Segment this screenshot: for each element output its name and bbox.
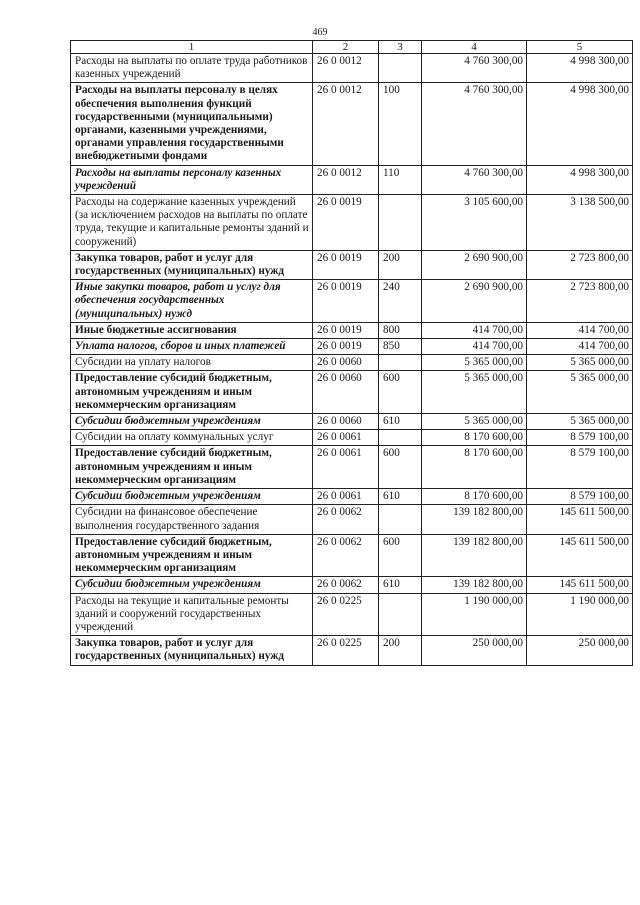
row-target-code: 26 0 0019 <box>313 250 379 279</box>
row-amount-year-2: 145 611 500,00 <box>527 577 633 593</box>
row-description: Расходы на текущие и капитальные ремонты зданий и сооружений государственных учреждений <box>71 593 313 636</box>
column-header-4: 4 <box>422 41 527 54</box>
row-amount-year-1: 139 182 800,00 <box>422 534 527 577</box>
row-expense-type <box>379 355 422 371</box>
column-header-1: 1 <box>71 41 313 54</box>
row-amount-year-1: 4 760 300,00 <box>422 83 527 165</box>
table-row <box>71 489 633 505</box>
row-expense-type: 800 <box>379 322 422 338</box>
row-expense-type <box>379 54 422 83</box>
row-amount-year-2: 8 579 100,00 <box>527 430 633 446</box>
row-expense-type: 600 <box>379 371 422 414</box>
row-amount-year-1: 2 690 900,00 <box>422 250 527 279</box>
row-amount-year-2: 2 723 800,00 <box>527 250 633 279</box>
row-amount-year-2: 145 611 500,00 <box>527 534 633 577</box>
row-amount-year-1: 2 690 900,00 <box>422 280 527 323</box>
row-amount-year-2: 5 365 000,00 <box>527 414 633 430</box>
row-description: Субсидии на финансовое обеспечение выполнения государственного задания <box>71 505 313 534</box>
table-row <box>71 355 633 371</box>
table-row <box>71 165 633 194</box>
row-description: Уплата налогов, сборов и иных платежей <box>71 339 313 355</box>
row-target-code: 26 0 0062 <box>313 534 379 577</box>
row-description: Закупка товаров, работ и услуг для государственных (муниципальных) нужд <box>71 636 313 665</box>
row-description: Предоставление субсидий бюджетным, автономным учреждениям и иным некоммерческим организациям <box>71 534 313 577</box>
row-target-code: 26 0 0225 <box>313 593 379 636</box>
row-target-code: 26 0 0019 <box>313 195 379 251</box>
table-row <box>71 83 633 165</box>
column-header-5: 5 <box>527 41 633 54</box>
row-expense-type <box>379 593 422 636</box>
row-description: Субсидии бюджетным учреждениям <box>71 489 313 505</box>
row-expense-type: 200 <box>379 250 422 279</box>
table-row <box>71 534 633 577</box>
row-amount-year-1: 5 365 000,00 <box>422 355 527 371</box>
table-row <box>71 577 633 593</box>
row-target-code: 26 0 0012 <box>313 83 379 165</box>
row-expense-type: 610 <box>379 577 422 593</box>
row-amount-year-1: 3 105 600,00 <box>422 195 527 251</box>
table-row <box>71 250 633 279</box>
row-description: Иные бюджетные ассигнования <box>71 322 313 338</box>
row-description: Предоставление субсидий бюджетным, автономным учреждениям и иным некоммерческим организациям <box>71 446 313 489</box>
row-amount-year-2: 8 579 100,00 <box>527 489 633 505</box>
row-amount-year-2: 414 700,00 <box>527 339 633 355</box>
row-target-code: 26 0 0060 <box>313 371 379 414</box>
table-row <box>71 430 633 446</box>
row-amount-year-1: 4 760 300,00 <box>422 54 527 83</box>
row-amount-year-2: 8 579 100,00 <box>527 446 633 489</box>
row-expense-type: 100 <box>379 83 422 165</box>
row-target-code: 26 0 0061 <box>313 430 379 446</box>
row-target-code: 26 0 0062 <box>313 577 379 593</box>
row-description: Расходы на выплаты персоналу в целях обеспечения выполнения функций государственными (муниципальными) органами, казенными учреждениями, органами управления государственными внебюджетными фондами <box>71 83 313 165</box>
row-expense-type: 600 <box>379 534 422 577</box>
table-row <box>71 593 633 636</box>
row-amount-year-2: 4 998 300,00 <box>527 165 633 194</box>
row-expense-type: 610 <box>379 489 422 505</box>
table-row <box>71 280 633 323</box>
row-amount-year-1: 414 700,00 <box>422 322 527 338</box>
row-target-code: 26 0 0062 <box>313 505 379 534</box>
row-amount-year-2: 145 611 500,00 <box>527 505 633 534</box>
budget-table <box>70 40 633 666</box>
row-description: Расходы на выплаты персоналу казенных учреждений <box>71 165 313 194</box>
row-amount-year-2: 4 998 300,00 <box>527 54 633 83</box>
row-amount-year-2: 4 998 300,00 <box>527 83 633 165</box>
row-target-code: 26 0 0225 <box>313 636 379 665</box>
table-row <box>71 636 633 665</box>
table-header-row <box>71 41 633 54</box>
row-expense-type: 610 <box>379 414 422 430</box>
row-amount-year-1: 139 182 800,00 <box>422 505 527 534</box>
column-header-3: 3 <box>379 41 422 54</box>
table-row <box>71 505 633 534</box>
row-amount-year-2: 1 190 000,00 <box>527 593 633 636</box>
row-description: Закупка товаров, работ и услуг для государственных (муниципальных) нужд <box>71 250 313 279</box>
row-amount-year-1: 5 365 000,00 <box>422 371 527 414</box>
row-description: Субсидии на оплату коммунальных услуг <box>71 430 313 446</box>
row-amount-year-1: 1 190 000,00 <box>422 593 527 636</box>
row-description: Расходы на выплаты по оплате труда работников казенных учреждений <box>71 54 313 83</box>
row-description: Субсидии бюджетным учреждениям <box>71 577 313 593</box>
row-amount-year-1: 5 365 000,00 <box>422 414 527 430</box>
row-expense-type <box>379 505 422 534</box>
row-description: Иные закупки товаров, работ и услуг для обеспечения государственных (муниципальных) нужд <box>71 280 313 323</box>
row-amount-year-2: 250 000,00 <box>527 636 633 665</box>
table-row <box>71 371 633 414</box>
row-amount-year-2: 5 365 000,00 <box>527 371 633 414</box>
row-description: Субсидии бюджетным учреждениям <box>71 414 313 430</box>
row-amount-year-2: 414 700,00 <box>527 322 633 338</box>
row-target-code: 26 0 0061 <box>313 489 379 505</box>
row-expense-type: 240 <box>379 280 422 323</box>
row-expense-type: 600 <box>379 446 422 489</box>
row-amount-year-1: 414 700,00 <box>422 339 527 355</box>
column-header-2: 2 <box>313 41 379 54</box>
row-target-code: 26 0 0061 <box>313 446 379 489</box>
row-amount-year-1: 250 000,00 <box>422 636 527 665</box>
row-target-code: 26 0 0019 <box>313 322 379 338</box>
row-amount-year-1: 4 760 300,00 <box>422 165 527 194</box>
row-amount-year-1: 139 182 800,00 <box>422 577 527 593</box>
table-row <box>71 339 633 355</box>
row-target-code: 26 0 0060 <box>313 355 379 371</box>
page-number: 469 <box>312 27 328 38</box>
row-amount-year-2: 2 723 800,00 <box>527 280 633 323</box>
row-expense-type: 110 <box>379 165 422 194</box>
table-row <box>71 414 633 430</box>
row-expense-type: 850 <box>379 339 422 355</box>
row-target-code: 26 0 0019 <box>313 339 379 355</box>
row-amount-year-1: 8 170 600,00 <box>422 489 527 505</box>
table-row <box>71 446 633 489</box>
row-amount-year-2: 5 365 000,00 <box>527 355 633 371</box>
row-target-code: 26 0 0012 <box>313 165 379 194</box>
row-expense-type <box>379 430 422 446</box>
row-target-code: 26 0 0019 <box>313 280 379 323</box>
row-description: Расходы на содержание казенных учреждений (за исключением расходов на выплаты по оплате труда, текущие и капитальные ремонты зданий и сооружений) <box>71 195 313 251</box>
row-expense-type: 200 <box>379 636 422 665</box>
table-row <box>71 54 633 83</box>
row-description: Предоставление субсидий бюджетным, автономным учреждениям и иным некоммерческим организациям <box>71 371 313 414</box>
row-target-code: 26 0 0060 <box>313 414 379 430</box>
table-row <box>71 195 633 251</box>
row-amount-year-2: 3 138 500,00 <box>527 195 633 251</box>
row-description: Субсидии на уплату налогов <box>71 355 313 371</box>
row-expense-type <box>379 195 422 251</box>
row-target-code: 26 0 0012 <box>313 54 379 83</box>
table-body <box>71 54 633 666</box>
row-amount-year-1: 8 170 600,00 <box>422 430 527 446</box>
row-amount-year-1: 8 170 600,00 <box>422 446 527 489</box>
table-row <box>71 322 633 338</box>
